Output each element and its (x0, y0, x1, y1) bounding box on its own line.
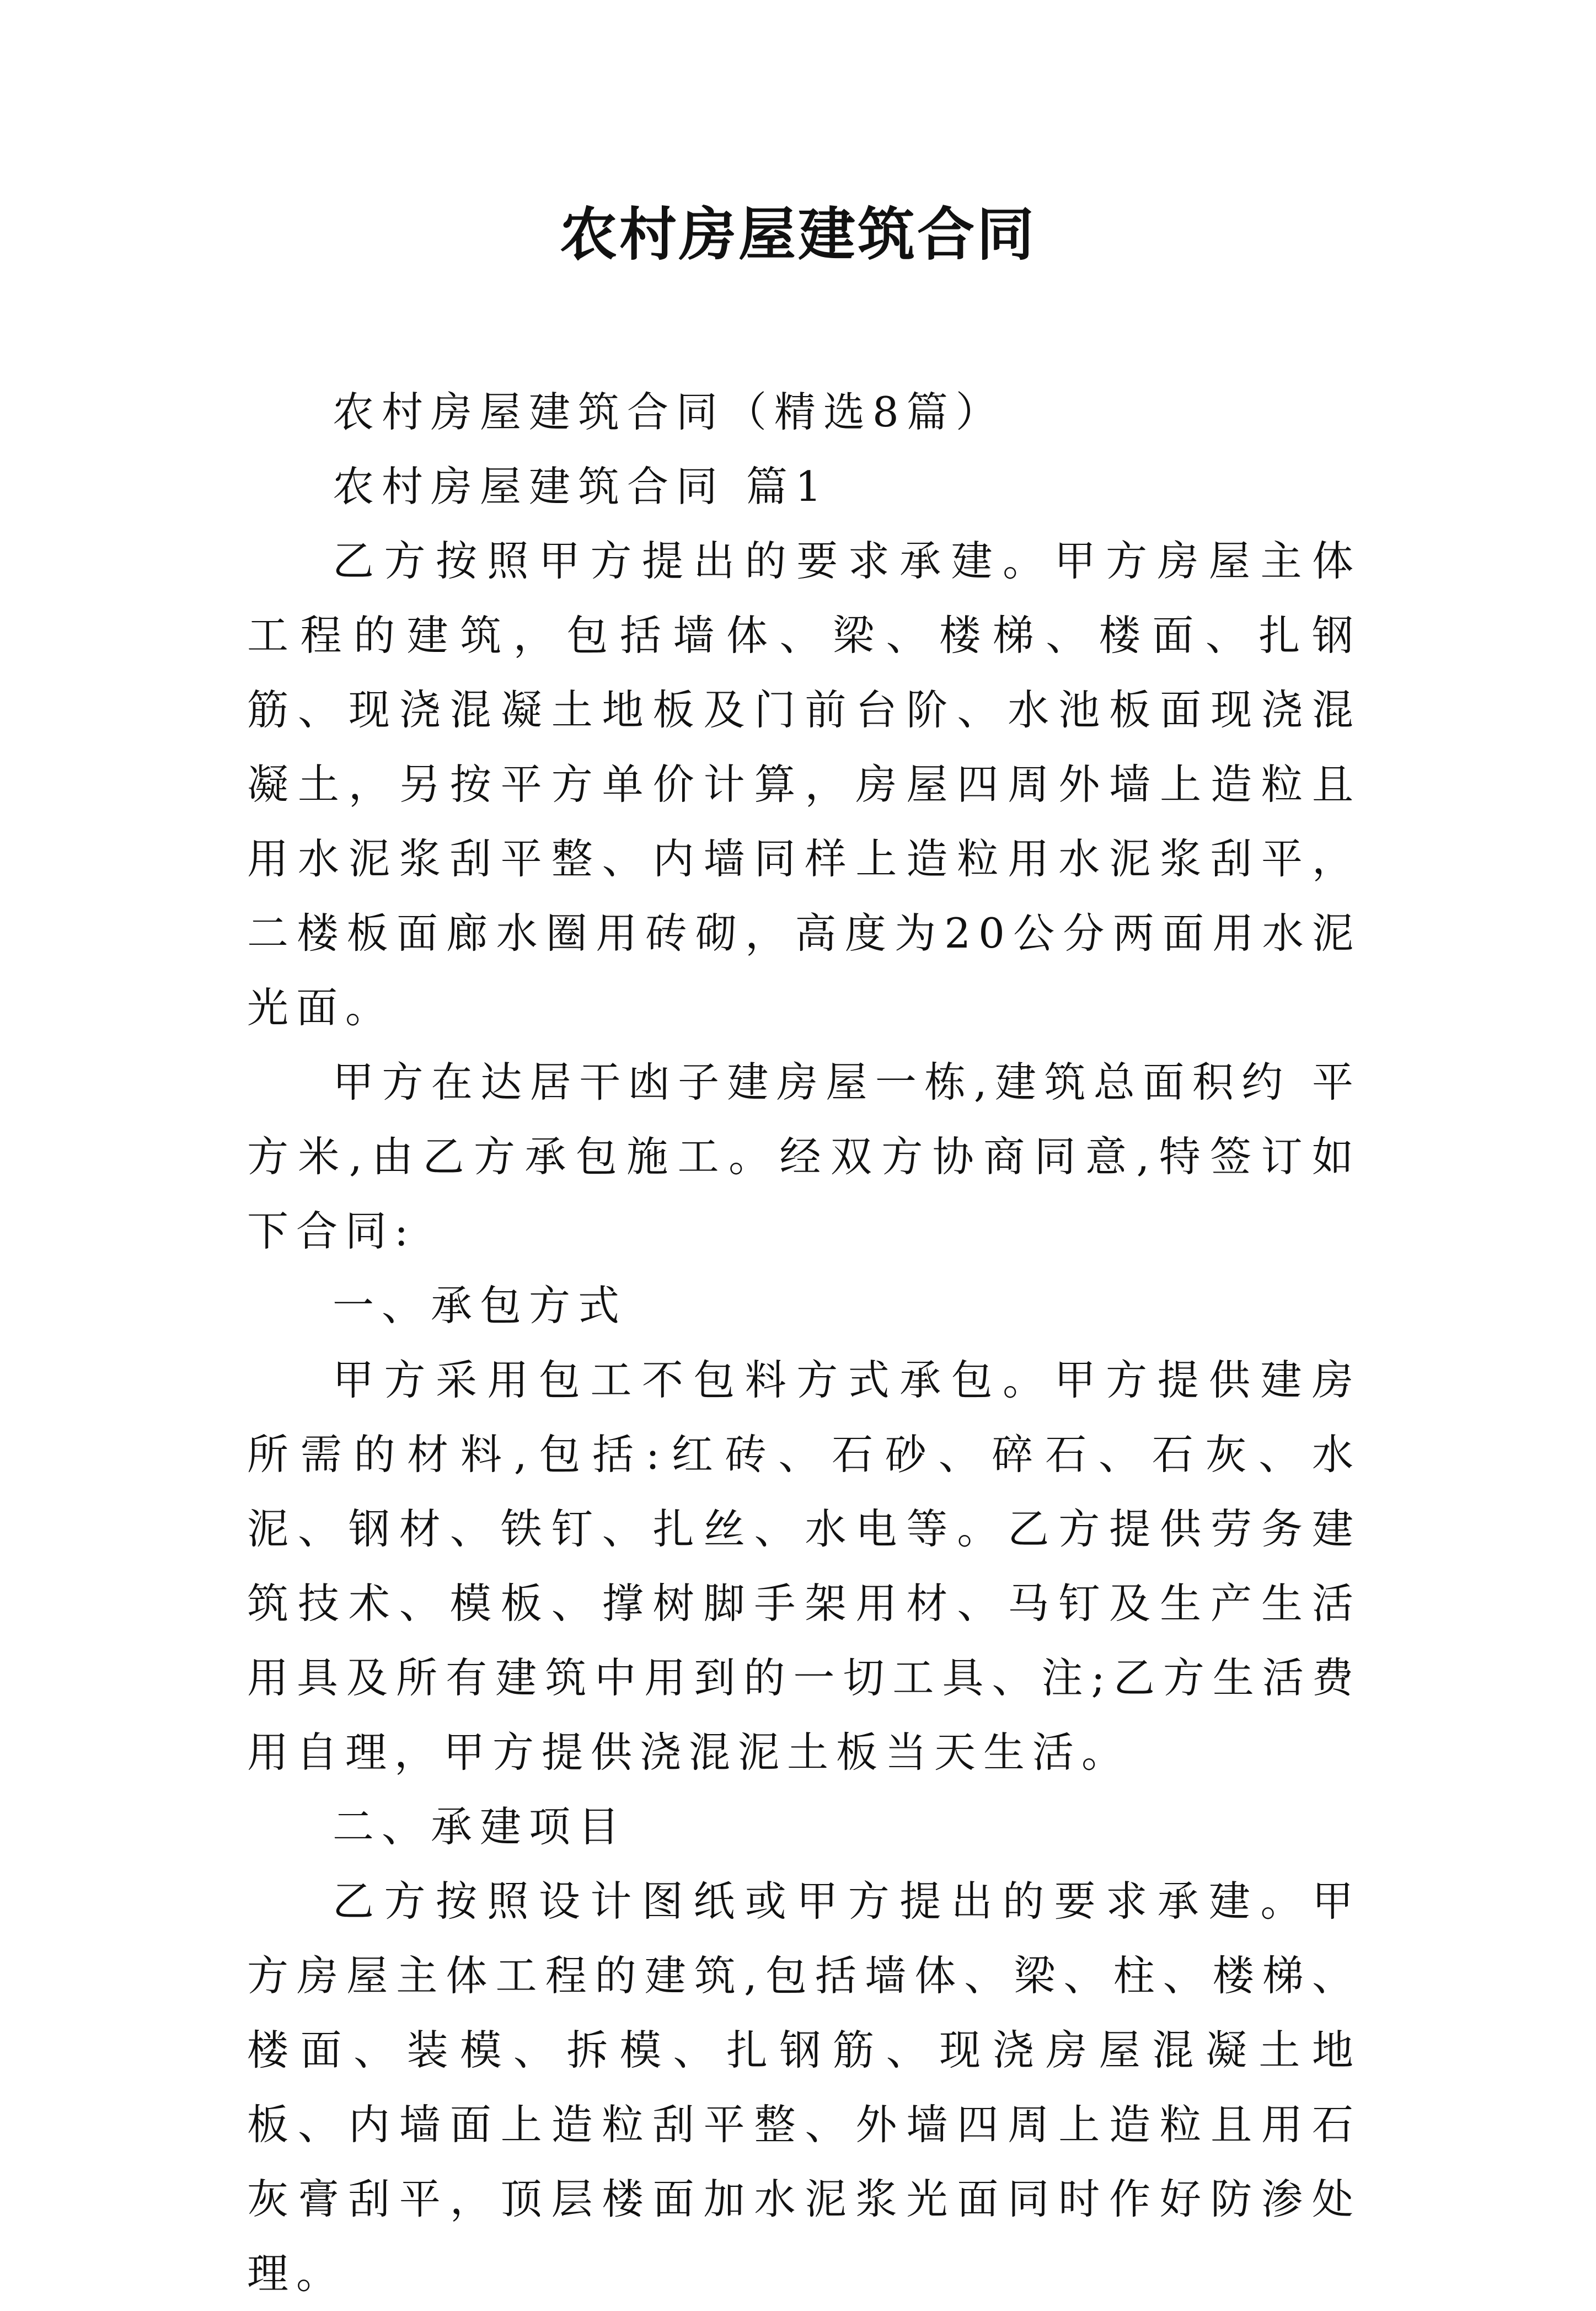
paragraph-heading: 二、承建项目 (333, 1802, 628, 1851)
document-title: 农村房屋建筑合同 (559, 201, 1036, 268)
document-body (247, 375, 1361, 2311)
paragraph: 乙方按照甲方提出的要求承建。甲方房屋主体工程的建筑，包括墙体、梁、楼梯、楼面、扎钢筋、现浇混凝土地板及门前台阶、水池板面现浇混凝土，另按平方单价计算，房屋四周外墙上造粒且用水泥浆刮平整、内墙同样上造粒用水泥浆刮平，二楼板面廊水圈用砖砌，高度为20公分两面用水泥光面。 (247, 537, 1361, 1032)
paragraph: 甲方采用包工不包料方式承包。甲方提供建房所需的材料,包括:红砖、石砂、碎石、石灰、水泥、钢材、铁钉、扎丝、水电等。乙方提供劳务建筑技术、模板、撑树脚手架用材、马钉及生产生活用具及所有建筑中用到的一切工具、注;乙方生活费用自理，甲方提供浇混泥土板当天生活。 (247, 1356, 1361, 1777)
paragraph-heading: 一、承包方式 (333, 1281, 628, 1330)
paragraph: 乙方按照设计图纸或甲方提出的要求承建。甲方房屋主体工程的建筑,包括墙体、梁、柱、楼梯、楼面、装模、拆模、扎钢筋、现浇房屋混凝土地板、内墙面上造粒刮平整、外墙四周上造粒且用石灰膏刮平，顶层楼面加水泥浆光面同时作好防渗处理。 (247, 1877, 1361, 2298)
paragraph: 甲方在达居干凼子建房屋一栋,建筑总面积约 平方米,由乙方承包施工。经双方协商同意,特签订如下合同: (247, 1058, 1361, 1255)
paragraph-subtitle: 农村房屋建筑合同（精选8篇） (333, 388, 1005, 436)
paragraph-section-heading: 农村房屋建筑合同 篇1 (333, 462, 829, 511)
